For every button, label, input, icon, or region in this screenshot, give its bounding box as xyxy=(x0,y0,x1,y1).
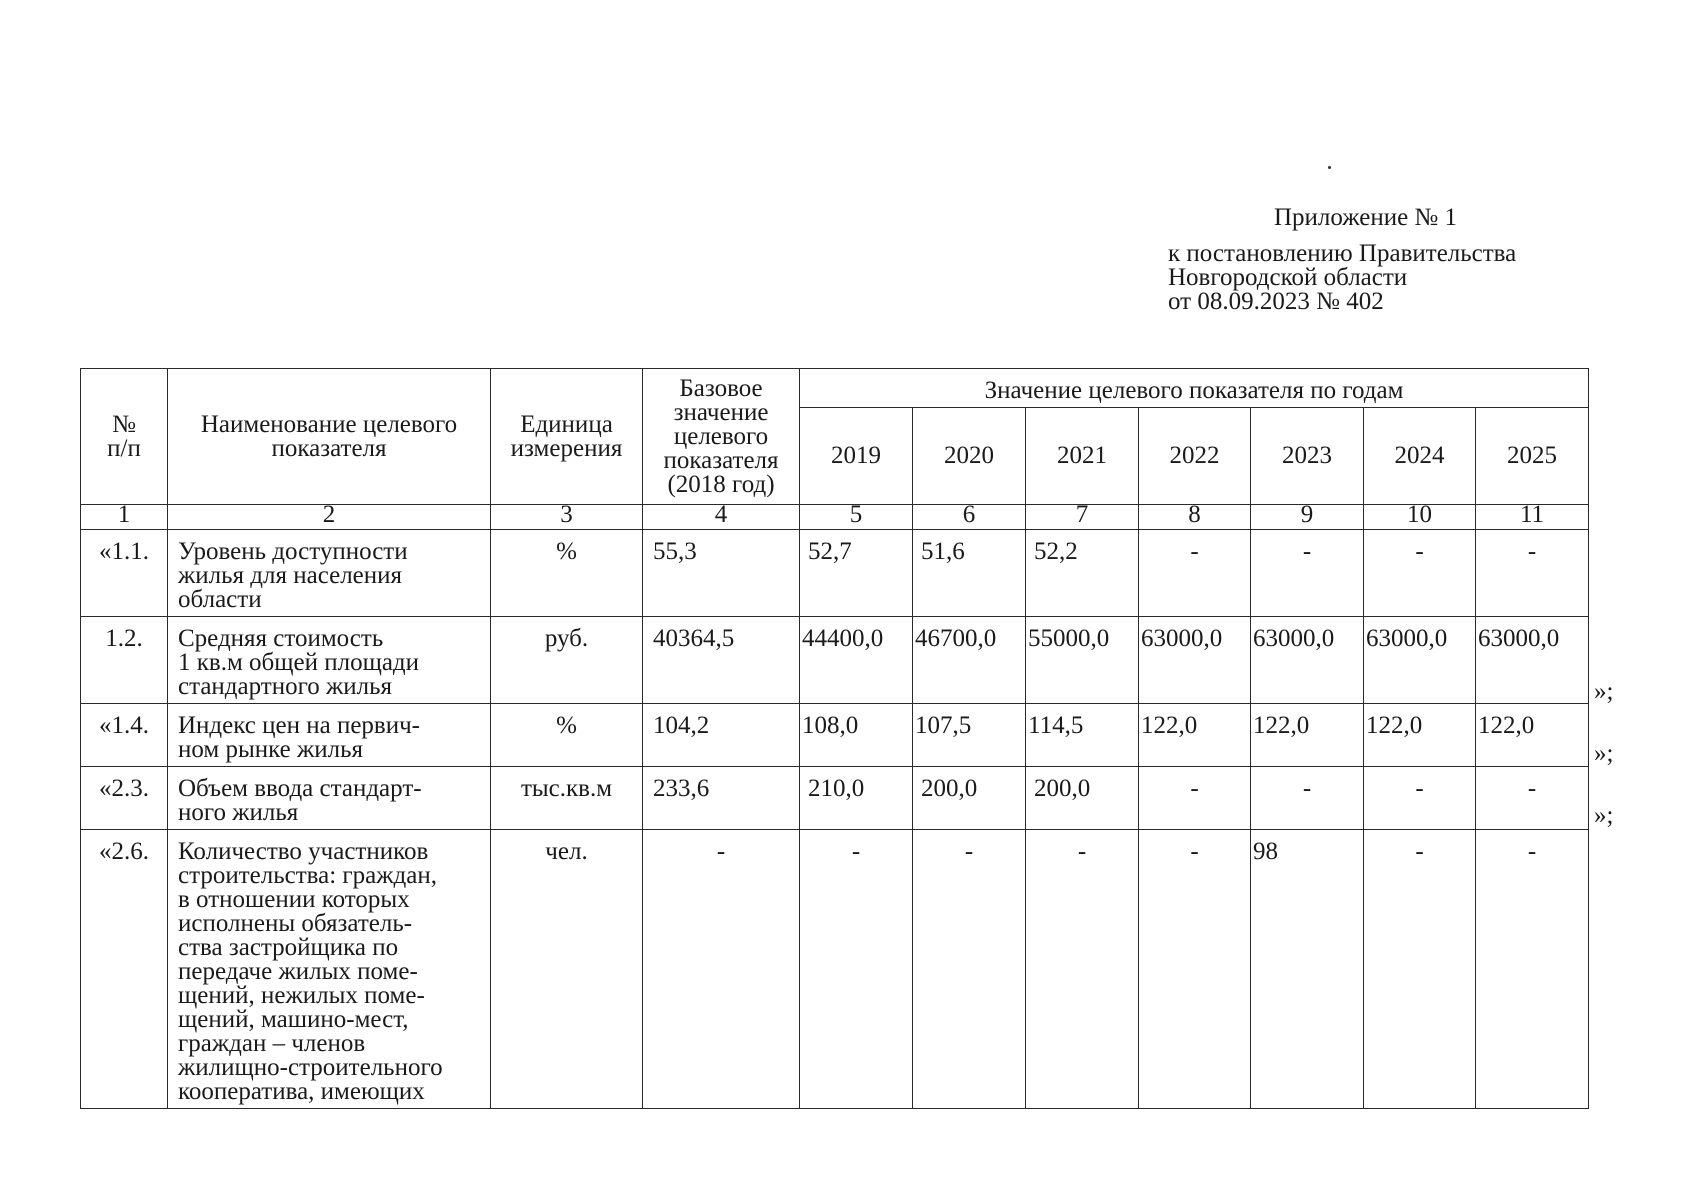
column-number: 11 xyxy=(1476,505,1589,530)
row-name-line: 1 кв.м общей площади xyxy=(178,649,420,676)
row-name-line: ства застройщика по xyxy=(178,934,399,961)
row-year-value: 52,7 xyxy=(800,530,913,617)
col-header-year: 2019 xyxy=(800,408,913,505)
column-number: 1 xyxy=(81,505,168,530)
column-number: 9 xyxy=(1251,505,1364,530)
row-name-line: строительства: граждан, xyxy=(178,862,437,889)
row-name xyxy=(168,767,491,830)
row-year-value: 63000,0 xyxy=(1364,617,1476,704)
col-header-unit-line-2: измерения xyxy=(510,434,623,462)
scan-dot xyxy=(1328,166,1331,169)
row-year-value: - xyxy=(1139,530,1251,617)
row-year-value: 122,0 xyxy=(1139,704,1251,767)
indicators-table xyxy=(80,368,1589,1109)
row-unit: % xyxy=(491,530,643,617)
col-header-year: 2021 xyxy=(1026,408,1139,505)
col-header-num-line-2: п/п xyxy=(107,434,141,462)
row-year-value: 122,0 xyxy=(1251,704,1364,767)
row-year-value: 122,0 xyxy=(1364,704,1476,767)
row-closing-quote: »; xyxy=(1594,740,1614,767)
col-header-base-line-3: целевого xyxy=(673,423,769,450)
row-year-value: 63000,0 xyxy=(1139,617,1251,704)
col-header-num-line-1: № xyxy=(112,410,136,438)
column-number: 3 xyxy=(491,505,643,530)
col-header-year: 2024 xyxy=(1364,408,1476,505)
row-year-value: - xyxy=(1251,767,1364,830)
row-year-value: 46700,0 xyxy=(913,617,1026,704)
table-row xyxy=(81,704,1589,767)
row-number: «2.3. xyxy=(81,767,168,830)
table-row xyxy=(81,617,1589,704)
appendix-line-2: Новгородской области xyxy=(1168,264,1408,291)
appendix-line-3: от 08.09.2023 № 402 xyxy=(1168,288,1384,315)
row-closing-quote: »; xyxy=(1594,802,1614,829)
row-year-value: 44400,0 xyxy=(800,617,913,704)
row-name-line: в отношении которых xyxy=(178,886,410,913)
col-header-year: 2022 xyxy=(1139,408,1251,505)
row-number: 1.2. xyxy=(81,617,168,704)
col-header-name xyxy=(168,369,491,505)
row-name-line: жилья для населения xyxy=(178,562,403,589)
appendix-header xyxy=(1168,206,1588,314)
row-year-value: 122,0 xyxy=(1476,704,1589,767)
column-number-row xyxy=(81,505,1589,530)
row-year-value: 114,5 xyxy=(1026,704,1139,767)
row-year-value: 63000,0 xyxy=(1251,617,1364,704)
column-number: 10 xyxy=(1364,505,1476,530)
row-year-value: 200,0 xyxy=(913,767,1026,830)
row-year-value: - xyxy=(1364,530,1476,617)
row-name-line: ном рынке жилья xyxy=(178,736,364,763)
row-name-line: щений, нежилых поме- xyxy=(178,982,425,1009)
row-number: «2.6. xyxy=(81,830,168,1109)
row-year-value: - xyxy=(1476,767,1589,830)
row-name-line: кооператива, имеющих xyxy=(178,1078,425,1105)
row-year-value: - xyxy=(1364,767,1476,830)
row-year-value: - xyxy=(1139,830,1251,1109)
row-name-line: Объем ввода стандарт- xyxy=(178,775,422,802)
row-year-value: - xyxy=(913,830,1026,1109)
row-year-value: 108,0 xyxy=(800,704,913,767)
row-name xyxy=(168,704,491,767)
row-year-value: 200,0 xyxy=(1026,767,1139,830)
row-base-value: 104,2 xyxy=(643,704,800,767)
row-name-line: граждан – членов xyxy=(178,1030,366,1057)
row-base-value: 55,3 xyxy=(643,530,800,617)
row-year-value: 210,0 xyxy=(800,767,913,830)
col-header-base xyxy=(643,369,800,505)
row-year-value: 107,5 xyxy=(913,704,1026,767)
row-name-line: Уровень доступности xyxy=(178,538,408,565)
col-header-unit-line-1: Единица xyxy=(520,410,613,438)
row-name-line: Индекс цен на первич- xyxy=(178,712,421,739)
row-name-line: Средняя стоимость xyxy=(178,625,384,652)
row-name-line: жилищно-строительного xyxy=(178,1054,443,1081)
table-row xyxy=(81,830,1589,1109)
row-name xyxy=(168,617,491,704)
row-name-line: Количество участников xyxy=(178,838,429,865)
column-number: 7 xyxy=(1026,505,1139,530)
col-header-base-line-2: значение xyxy=(673,399,769,426)
column-number: 8 xyxy=(1139,505,1251,530)
row-name xyxy=(168,530,491,617)
row-year-value: - xyxy=(1251,530,1364,617)
row-unit: % xyxy=(491,704,643,767)
table-row xyxy=(81,530,1589,617)
row-number: «1.4. xyxy=(81,704,168,767)
row-year-value: - xyxy=(1364,830,1476,1109)
row-unit: чел. xyxy=(491,830,643,1109)
row-year-value: 98 xyxy=(1251,830,1364,1109)
col-header-base-line-4: показателя xyxy=(663,447,779,474)
row-name-line: исполнены обязатель- xyxy=(178,910,413,937)
row-year-value: - xyxy=(1139,767,1251,830)
table-row xyxy=(81,767,1589,830)
row-number: «1.1. xyxy=(81,530,168,617)
row-year-value: - xyxy=(1476,830,1589,1109)
row-year-value: - xyxy=(1026,830,1139,1109)
column-number: 2 xyxy=(168,505,491,530)
row-year-value: - xyxy=(1476,530,1589,617)
appendix-line-1: к постановлению Правительства xyxy=(1168,240,1517,267)
col-header-name-line-2: показателя xyxy=(271,434,387,462)
row-unit: тыс.кв.м xyxy=(491,767,643,830)
row-name-line: области xyxy=(178,586,262,613)
column-number: 5 xyxy=(800,505,913,530)
row-name-line: стандартного жилья xyxy=(178,673,393,700)
row-name xyxy=(168,830,491,1109)
col-header-year: 2023 xyxy=(1251,408,1364,505)
row-year-value: 63000,0 xyxy=(1476,617,1589,704)
col-header-unit xyxy=(491,369,643,505)
row-year-value: - xyxy=(800,830,913,1109)
appendix-title: Приложение № 1 xyxy=(1274,204,1458,231)
col-header-name-line-1: Наименование целевого xyxy=(200,410,458,438)
col-header-base-line-5: (2018 год) xyxy=(667,471,775,498)
col-header-num xyxy=(81,369,168,505)
row-closing-quote: »; xyxy=(1594,678,1614,705)
row-year-value: 52,2 xyxy=(1026,530,1139,617)
col-header-years-group: Значение целевого показателя по годам xyxy=(800,369,1589,408)
row-base-value: 40364,5 xyxy=(643,617,800,704)
row-year-value: 55000,0 xyxy=(1026,617,1139,704)
row-name-line: передаче жилых поме- xyxy=(178,958,418,985)
column-number: 4 xyxy=(643,505,800,530)
row-base-value: - xyxy=(643,830,800,1109)
col-header-base-line-1: Базовое xyxy=(679,375,763,402)
row-name-line: щений, машино-мест, xyxy=(178,1006,409,1033)
row-name-line: ного жилья xyxy=(178,799,299,826)
row-base-value: 233,6 xyxy=(643,767,800,830)
col-header-year: 2025 xyxy=(1476,408,1589,505)
row-year-value: 51,6 xyxy=(913,530,1026,617)
col-header-year: 2020 xyxy=(913,408,1026,505)
column-number: 6 xyxy=(913,505,1026,530)
row-unit: руб. xyxy=(491,617,643,704)
